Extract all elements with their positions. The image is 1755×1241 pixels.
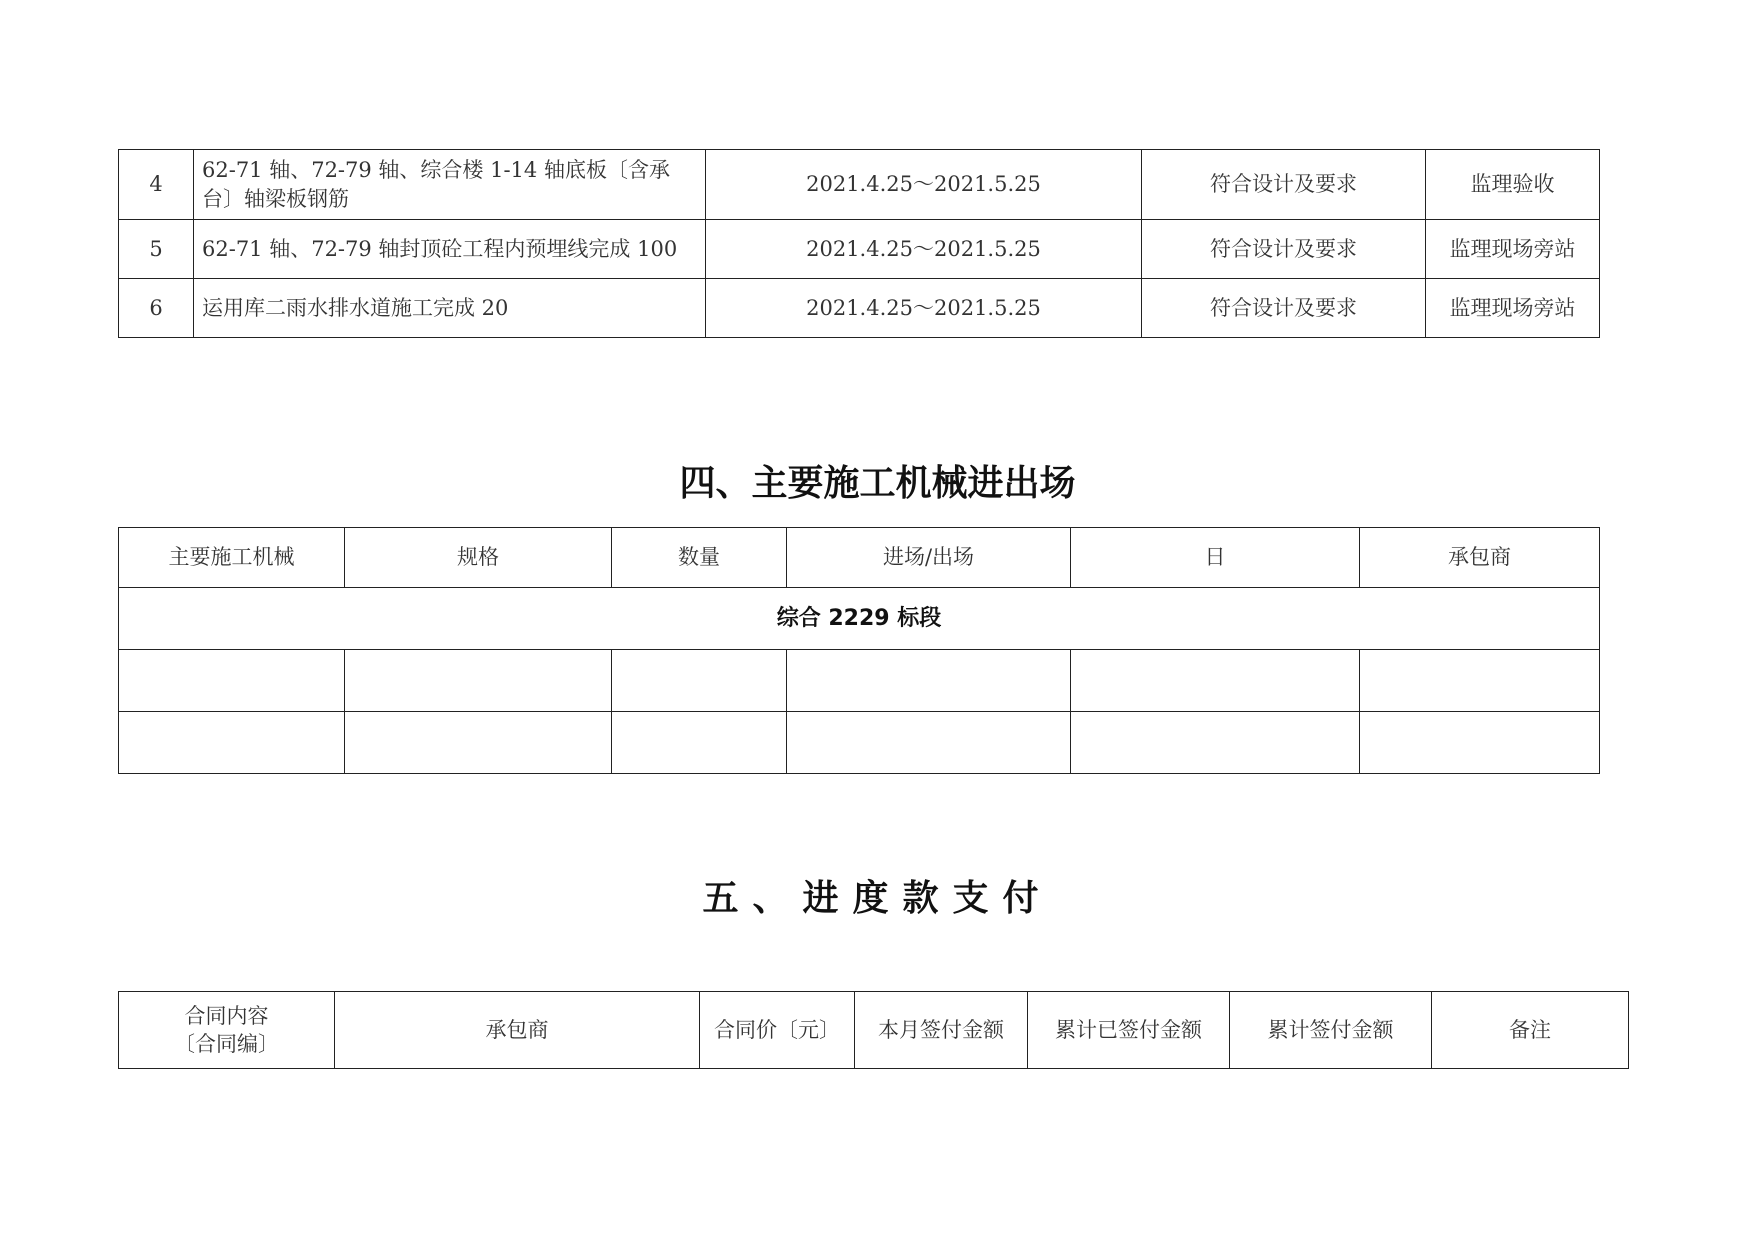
work-item: 62-71 轴、72-79 轴、综合楼 1-14 轴底板〔含承台〕轴梁板钢筋 (194, 150, 706, 220)
column-header: 规格 (345, 528, 612, 588)
table-row (119, 279, 1600, 338)
empty-cell (119, 650, 345, 712)
row-number: 4 (119, 150, 194, 220)
column-header: 累计已签付金额 (1028, 992, 1230, 1069)
table-header-row (119, 528, 1600, 588)
column-header: 累计签付金额 (1230, 992, 1432, 1069)
column-header: 日 (1071, 528, 1360, 588)
column-header: 合同内容 〔合同编〕 (119, 992, 335, 1069)
group-row (119, 588, 1600, 650)
inspection-method: 监理现场旁站 (1426, 220, 1600, 279)
machinery-table (118, 527, 1600, 774)
section-4-title: 四、主要施工机械进出场 (679, 462, 1076, 504)
work-period: 2021.4.25～2021.5.25 (706, 220, 1142, 279)
empty-cell (612, 650, 787, 712)
table-header-row (119, 992, 1629, 1069)
work-item: 62-71 轴、72-79 轴封顶砼工程内预埋线完成 100 (194, 220, 706, 279)
column-header: 进场/出场 (787, 528, 1071, 588)
empty-cell (787, 712, 1071, 774)
table-row (119, 150, 1600, 220)
payment-table (118, 991, 1629, 1069)
table-row (119, 650, 1600, 712)
work-period: 2021.4.25～2021.5.25 (706, 150, 1142, 220)
row-number: 6 (119, 279, 194, 338)
requirement: 符合设计及要求 (1142, 150, 1426, 220)
work-period: 2021.4.25～2021.5.25 (706, 279, 1142, 338)
work-item: 运用库二雨水排水道施工完成 20 (194, 279, 706, 338)
inspection-method: 监理验收 (1426, 150, 1600, 220)
requirement: 符合设计及要求 (1142, 279, 1426, 338)
column-header: 主要施工机械 (119, 528, 345, 588)
section-5-title: 五、进度款支付 (702, 877, 1053, 919)
empty-cell (1071, 650, 1360, 712)
column-header: 数量 (612, 528, 787, 588)
empty-cell (612, 712, 787, 774)
inspection-method: 监理现场旁站 (1426, 279, 1600, 338)
acceptance-table (118, 149, 1600, 338)
empty-cell (345, 650, 612, 712)
empty-cell (345, 712, 612, 774)
empty-cell (1360, 650, 1600, 712)
column-header: 本月签付金额 (855, 992, 1028, 1069)
row-number: 5 (119, 220, 194, 279)
column-header: 承包商 (1360, 528, 1600, 588)
table-row (119, 712, 1600, 774)
empty-cell (1071, 712, 1360, 774)
requirement: 符合设计及要求 (1142, 220, 1426, 279)
column-header: 承包商 (335, 992, 700, 1069)
empty-cell (787, 650, 1071, 712)
table-row (119, 220, 1600, 279)
column-header: 备注 (1432, 992, 1629, 1069)
empty-cell (119, 712, 345, 774)
empty-cell (1360, 712, 1600, 774)
group-label: 综合 2229 标段 (119, 588, 1600, 650)
column-header: 合同价〔元〕 (700, 992, 855, 1069)
